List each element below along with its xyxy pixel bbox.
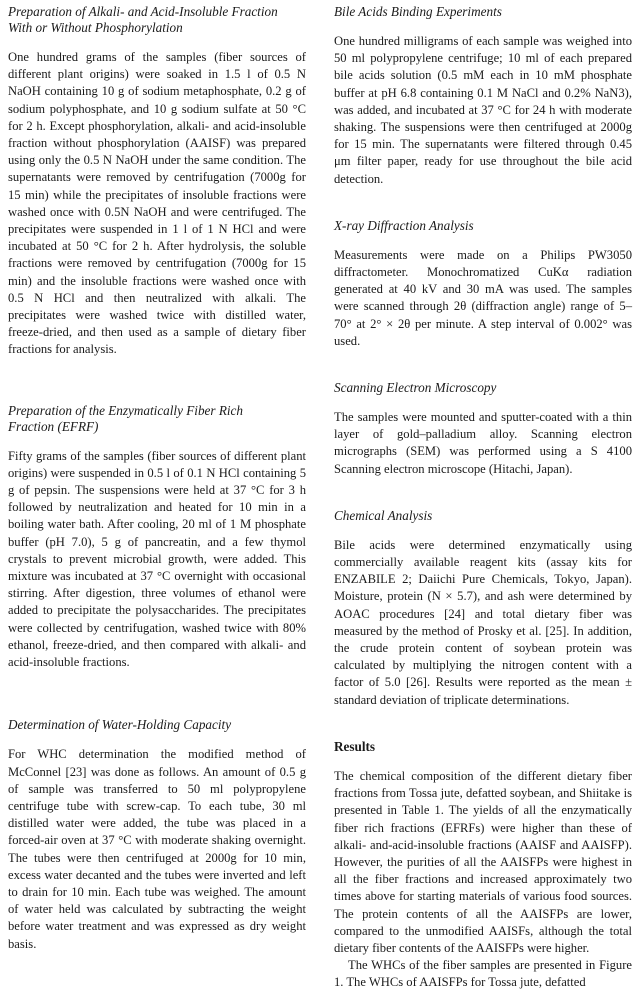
section-alkali-acid-insoluble [8, 4, 306, 359]
section-heading: Results [334, 738, 376, 754]
section-body: Bile acids were determined enzymatically using commercially available reagent kits (assay kits for ENZABILE 2; Daiichi Pure Chemicals, Tokyo, Japan). Moisture, protein (N × 5.7), and ash were determined by AOAC procedures [24] and total dietary fiber was measured by the method of Prosky et al. [25]. In addition, the crude protein content of soybean protein was calculated by multiplying the nitrogen content with a factor of 5.0 [26]. Results were reported as the mean ± standard deviation of triplicate determinations. [334, 537, 632, 707]
results-paragraph-1: The chemical composition of the different dietary fiber fractions from Tossa jute, defatted soybean, and Shiitake is presented in Table 1. The yields of all the enzymatically fiber rich fractions (EFRFs) were higher than these of alkali- and-acid-insoluble fractions (AAISF and AAISFP). However, the purities of all the AAISFPs were highest in all the fiber fractions and increased approximately two times above for starting materials of various food sources. The protein contents of all the AAISFPs are lower, compared to the unmodified AAISFs, although the total dietary fiber contents of the AAISFPs were higher. [334, 768, 632, 955]
section-body: Measurements were made on a Philips PW3050 diffractometer. Monochromatized CuKα radiation generated at 40 kV and 30 mA was used. The samples were scanned through 2θ (diffraction angle) range of 5–70° at 2° × 2θ per minute. A step interval of 0.002° was used. [334, 247, 632, 348]
section-heading: Bile Acids Binding Experiments [334, 4, 502, 19]
heading-line-1: Preparation of Alkali- and Acid-Insoluble Fraction [8, 4, 278, 19]
section-heading [8, 4, 306, 36]
section-body: One hundred grams of the samples (fiber sources of different plant origins) were soaked in 1.5 l of 0.5 N NaOH containing 10 g of sodium metaphosphate, 0.2 g of sodium polyphosphate, and 10 g sodium sulfate at 50 °C for 2 h. Except phosphorylation, alkali- and acid-insoluble fraction without phosphorylation (AAISF) was prepared using only the 0.5 N NaOH under the same condition. The supernatants were removed by centrifugation (7000g for 15 min) while the precipitates of insoluble fractions were washed once with 0.5N NaOH and were centrifuged. The precipitates were suspended in 1 l of 1 N HCl and were incubated at 50 °C for 2 h. After hydrolysis, the soluble fractions were removed by centrifugation (7000g for 15 min) and the insoluble fractions were washed once with 0.5 N HCl and then neutralized with alkali. The precipitates were washed twice with distilled water, freeze-dried, and then used as a sample of dietary fiber fractions for analysis. [8, 50, 306, 357]
section-heading [8, 403, 306, 435]
left-column [8, 4, 306, 953]
heading-line-2: With or Without Phosphorylation [8, 20, 183, 35]
heading-line-2: Fraction (EFRF) [8, 418, 99, 434]
right-column [334, 4, 632, 992]
section-bile-acids-binding [334, 4, 632, 188]
section-heading: X-ray Diffraction Analysis [334, 217, 474, 233]
section-body: Fifty grams of the samples (fiber sources of different plant origins) were suspended in 0.5 l of 0.1 N HCl containing 5 g of pepsin. The suspensions were held at 37 °C for 3 h followed by neutralization and heated for 10 min in a boiling water bath. After cooling, 20 ml of 1 M phosphate buffer (pH 7.0), 5 g of pancreatin, and a few thymol crystals to prevent microbial growth, were added. This mixture was incubated at 37 °C overnight with occasional stirring. After digestion, three volumes of ethanol were added to precipitate the polysaccharides. The precipitates were collected by centrifugation, washed twice with 80% ethanol, freeze-dried, and then compared with alkali- and acid-insoluble fractions. [8, 448, 306, 670]
heading-line-1: Preparation of the Enzymatically Fiber Rich [8, 402, 244, 418]
section-xray-diffraction [334, 218, 632, 350]
section-water-holding-capacity [8, 717, 306, 952]
section-body: One hundred milligrams of each sample was weighed into 50 ml polypropylene centrifuge; 10 ml of each prepared bile acids solution (0.5 mM each in 10 mM phosphate buffer at pH 6.8 containing 0.1 M NaCl and 0.2% NaN3), was added, and incubated at 37 °C for 24 h with moderate shaking. The suspensions were then centrifuged at 2000g for 15 min. The supernatants were filtered through 0.45 μm filter paper, ready for use throughout the bile acid detection. [334, 34, 632, 186]
section-efrf [8, 403, 306, 672]
section-heading: Scanning Electron Microscopy [334, 380, 497, 396]
section-results [334, 739, 632, 992]
section-sem [334, 380, 632, 478]
section-body: The samples were mounted and sputter-coated with a thin layer of gold–palladium alloy. Scanning electron micrographs (SEM) was performed using a S 4100 Scanning electron microscope (Hitachi, Japan). [334, 410, 632, 476]
section-heading: Determination of Water-Holding Capacity [8, 717, 232, 733]
section-body: For WHC determination the modified method of McConnel [23] was done as follows. An amount of 0.5 g of sample was transferred to 50 ml polypropylene centrifuge tube with screw-cap. To each tube, 30 ml distilled water were added, the tube was placed in a forced-air oven at 37 °C with moderate shaking overnight. The tubes were then centrifuged at 2000g for 10 min, excess water decanted and the tubes were inverted and left to drain for 10 min. Each tube was weighed. The amount of water held was calculated by subtracting the weight before water treatment and was expressed as dry weight basis. [8, 747, 306, 951]
section-chemical-analysis [334, 508, 632, 709]
results-paragraph-2: The WHCs of the fiber samples are presented in Figure 1. The WHCs of AAISFPs for Tossa jute, defatted [334, 958, 632, 990]
section-heading: Chemical Analysis [334, 507, 433, 523]
